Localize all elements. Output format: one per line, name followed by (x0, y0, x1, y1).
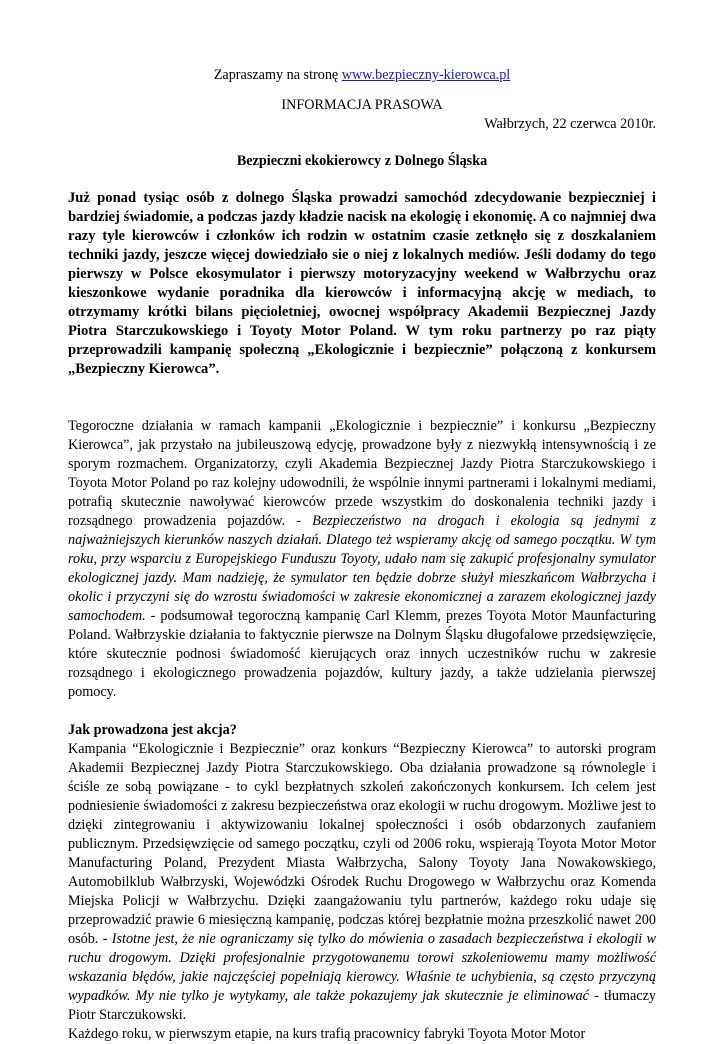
para1-text: Tegoroczne działania w ramach kampanii „Ekologicznie i bezpiecznie” i konkursu „Bezpieczny Kierowca”, jak przystało na jubileuszową edycję, prowadzone były z niezwykłą intensywnością i ze sporym rozmachem. Organizatorzy, czyli Akademia Bezpiecznej Jazdy Piotra Starczukowskiego i Toyota Motor Poland po raz kolejny udowodnili, że wspólnie innymi partnerami i lokalnymi mediami, potrafią skutecznie nawoływać kierowców przede wszystkim do doskonalenia techniki jazdy i rozsądnego prowadzenia pojazdów. - (68, 418, 656, 529)
website-intro: Zapraszamy na stronę (213, 67, 342, 83)
para2-attribution: - tłumaczy Piotr Starczukowski. (68, 988, 656, 1023)
website-link[interactable]: www.bezpieczny-kierowca.pl (341, 67, 511, 83)
para1-quote: Bezpieczeństwo na drogach i ekologia są jednymi z najważniejszych kierunków naszych działań. Dlatego też wspieramy akcję od samego początku. W tym roku, przy wsparciu z Europejskiego Funduszu Toyoty, udało nam się zakupić profesjonalny symulator ekologicznej jazdy. Mam nadzieję, że symulator ten będzie dobrze służył mieszkańcom Wałbrzycha i okolic i przyczyni się do wzrostu świadomości w zakresie ekonomicznej a zarazem ekologicznej jazdy samochodem. (68, 513, 656, 624)
lead-paragraph: Już ponad tysiąc osób z dolnego Śląska prowadzi samochód zdecydowanie bezpieczniej i bardziej świadomie, a podczas jazdy kładzie nacisk na ekologię i ekonomię. A co najmniej dwa razy tyle kierowców i członków ich rodzin w ostatnim czasie zetknęło się z doszkalaniem techniki jazdy, jeszcze więcej dowiedziało sie o niej z lokalnych mediów. Jeśli dodamy do tego pierwszy w Polsce ekosymulator i pierwszy motoryzacyjny weekend w Wałbrzychu oraz kieszonkowe wydanie poradnika dla kierowców i informacyjną akcję w mediach, to otrzymamy krótki bilans pięcioletniej, owocnej współpracy Akademii Bezpiecznej Jazdy Piotra Starczukowskiego i Toyoty Motor Poland. W tym roku partnerzy po raz piąty przeprowadzili kampanię społeczną „Ekologicznie i bezpiecznie” połączoną z konkursem „Bezpieczny Kierowca”. (68, 190, 656, 377)
body-paragraph-3: Każdego roku, w pierwszym etapie, na kurs trafią pracownicy fabryki Toyota Motor Motor (68, 1026, 586, 1042)
para1-text-end: - podsumował tegoroczną kampanię Carl Klemm, prezes Toyota Motor Maunfacturing Poland. Wałbrzyskie działania to faktycznie pierwsze na Dolnym Śląsku długofalowe przedsięwzięcie, które skutecznie podnosi świadomość kierujących oraz innych uczestników ruchu w zakresie rozsądnego i ekologicznego prowadzenia pojazdów, kultury jazdy, a także udzielania pierwszej pomocy. (68, 608, 656, 700)
document-page (68, 66, 656, 1044)
place-date: Wałbrzych, 22 czerwca 2010r. (484, 116, 656, 132)
page-title: Bezpieczni ekokierowcy z Dolnego Śląska (236, 153, 488, 169)
para2-quote: Istotne jest, że nie ograniczamy się tylko do mówienia o zasadach bezpieczeństwa i ekologii w ruchu drogowym. Dzięki profesjonalnie przygotowanemu torowi szkoleniowemu mamy możliwość wskazania błędów, jakie najczęściej popełniają kierowcy. Właśnie te uchybienia, są często przyczyną wypadków. My nie tylko je wytykamy, ale także pokazujemy jak skutecznie je eliminować (68, 931, 656, 1004)
press-info-label: INFORMACJA PRASOWA (281, 97, 443, 113)
website-line (68, 66, 656, 85)
para2-text: Kampania “Ekologicznie i Bezpiecznie” oraz konkurs “Bezpieczny Kierowca” to autorski program Akademii Bezpiecznej Jazdy Piotra Starczukowskiego. Oba działania prowadzone są równolegle i ściśle ze sobą powiązane - to cykl bezpłatnych szkoleń zakończonych konkursem. Ich celem jest podniesienie świadomości z zakresu bezpieczeństwa oraz ekologii w ruchu drogowym. Możliwe jest to dzięki zintegrowaniu i aktywizowaniu lokalnej społeczności i osób obdarzonych zaufaniem publicznym. Przedsięwzięcie od samego początku, czyli od 2006 roku, wspierają Toyota Motor Motor Manufacturing Poland, Prezydent Miasta Wałbrzycha, Salony Toyoty Jana Nowakowskiego, Automobilklub Wałbrzyski, Wojewódzki Ośrodek Ruchu Drogowego w Wałbrzychu oraz Komenda Miejska Policji w Wałbrzychu. Dzięki zaangażowaniu tylu partnerów, każdego roku udaje się przeprowadzić prawie 6 miesięczną kampanię, podczas której bezpłatnie można przeszkolić nawet 200 osób. - (68, 741, 656, 947)
body-paragraph-1 (68, 417, 656, 702)
section-heading: Jak prowadzona jest akcja? (68, 722, 237, 738)
body-paragraph-2 (68, 740, 656, 1025)
